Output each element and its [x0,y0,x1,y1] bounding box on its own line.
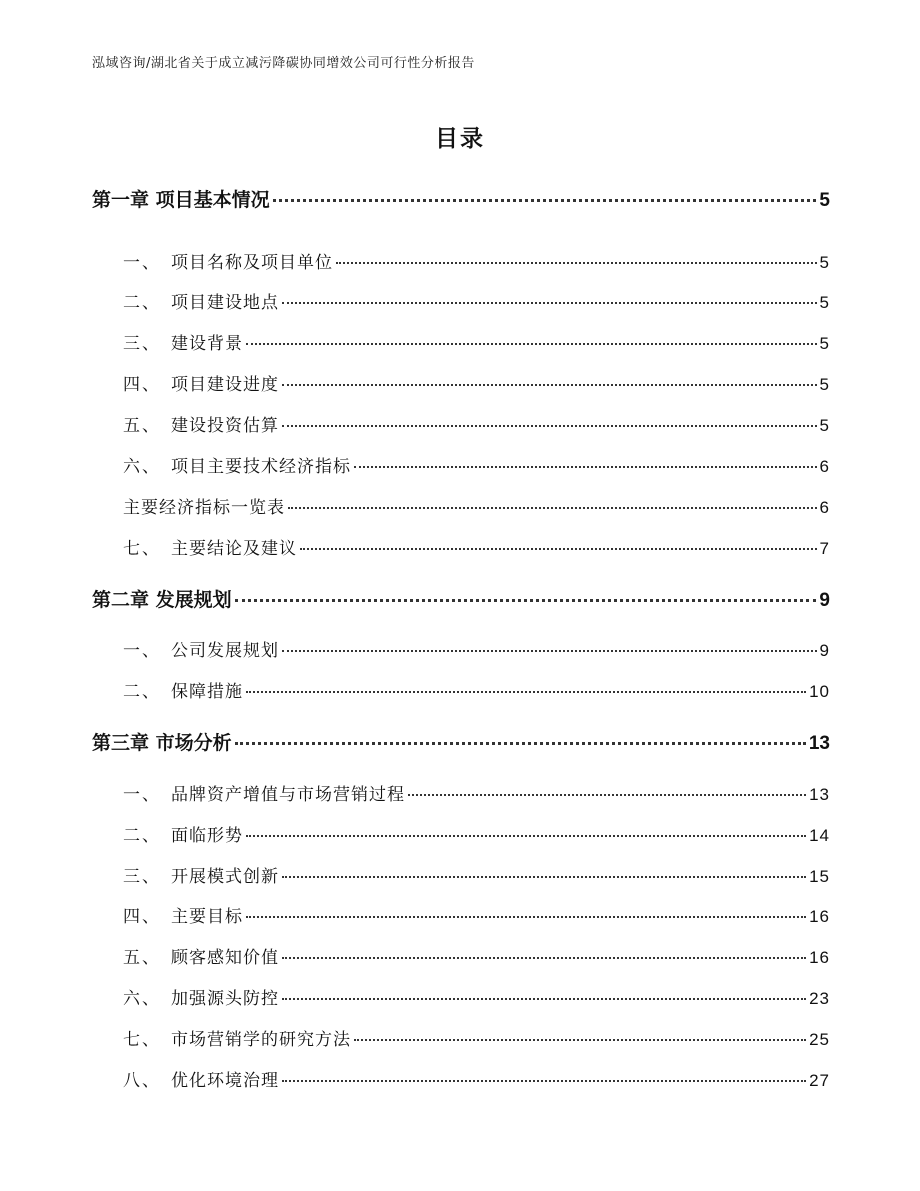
dot-leader [282,876,806,878]
toc-label: 主要经济指标一览表 [123,498,285,518]
dot-leader [246,835,806,837]
toc-page-number: 5 [819,253,830,272]
toc-number: 六、 [123,989,161,1009]
toc-page-number: 6 [819,498,830,517]
toc-page-number: 13 [808,733,830,754]
toc-label [123,943,279,968]
toc-subentry[interactable] [123,493,830,518]
toc-title: 优化环境治理 [171,1071,279,1091]
toc-section[interactable] [123,862,830,887]
toc-title: 公司发展规划 [171,641,279,661]
toc-section[interactable] [123,411,830,436]
toc-number: 七、 [123,539,161,559]
toc-section[interactable] [123,1066,830,1091]
toc-section[interactable] [123,1025,830,1050]
toc-number: 二、 [123,293,161,313]
toc-title: 项目建设进度 [171,375,279,395]
toc-page-number: 5 [819,334,830,353]
toc-label [123,411,279,436]
toc-title: 建设投资估算 [171,416,279,436]
toc-number: 三、 [123,334,161,354]
toc-page-number: 5 [819,416,830,435]
toc-number: 五、 [123,948,161,968]
toc-section[interactable] [123,780,830,805]
toc-section[interactable] [123,370,830,395]
toc-section[interactable] [123,329,830,354]
dot-leader [282,998,806,1000]
toc-label [123,534,297,559]
toc-chapter[interactable] [92,585,830,612]
toc-section[interactable] [123,984,830,1009]
toc-label [123,452,351,477]
dot-leader [246,343,817,345]
dot-leader [300,548,817,550]
toc-title: 顾客感知价值 [171,948,279,968]
toc-title: 项目主要技术经济指标 [171,457,351,477]
toc-page-number: 23 [809,989,830,1008]
dot-leader [336,262,817,264]
toc-label: 第二章 发展规划 [92,589,232,611]
toc-page-number: 16 [809,948,830,967]
toc-section[interactable] [123,677,830,702]
toc-section[interactable] [123,288,830,313]
toc-number: 八、 [123,1071,161,1091]
toc-page-number: 6 [819,457,830,476]
toc-page-number: 5 [819,375,830,394]
toc-number: 四、 [123,907,161,927]
toc-label [123,902,243,927]
toc-title: 品牌资产增值与市场营销过程 [171,785,405,805]
toc-title: 项目名称及项目单位 [171,253,333,273]
toc-title: 保障措施 [171,682,243,702]
toc-page-number: 9 [819,641,830,660]
toc-label [123,862,279,887]
toc-label: 第一章 项目基本情况 [92,189,270,211]
toc-number: 一、 [123,785,161,805]
dot-leader [288,507,817,509]
toc-title: 主要结论及建议 [171,539,297,559]
toc-title: 开展模式创新 [171,867,279,887]
toc-title: 主要目标 [171,907,243,927]
dot-leader [282,957,806,959]
dot-leader [282,302,817,304]
toc-label [123,288,279,313]
toc-page-number: 5 [819,190,830,211]
toc-page-number: 10 [809,682,830,701]
toc-page-number: 7 [819,539,830,558]
toc-section[interactable] [123,943,830,968]
toc-chapter[interactable] [92,728,830,755]
toc-page-number: 9 [819,590,830,611]
toc-page-number: 5 [819,293,830,312]
toc-number: 二、 [123,682,161,702]
toc-page-number: 14 [809,826,830,845]
toc-label [123,1066,279,1091]
toc-label [123,329,243,354]
toc-number: 五、 [123,416,161,436]
toc-number: 一、 [123,641,161,661]
toc-label [123,677,243,702]
dot-leader [235,742,806,745]
dot-leader [408,794,806,796]
toc-section[interactable] [123,636,830,661]
dot-leader [235,599,817,602]
toc-number: 四、 [123,375,161,395]
toc-number: 三、 [123,867,161,887]
toc-title: 建设背景 [171,334,243,354]
dot-leader [282,425,817,427]
toc-page-number: 15 [809,867,830,886]
toc-page-number: 16 [809,907,830,926]
dot-leader [273,199,817,202]
toc-section[interactable] [123,452,830,477]
toc-section[interactable] [123,902,830,927]
toc-chapter[interactable] [92,185,830,212]
dot-leader [354,1039,806,1041]
toc-label [123,1025,351,1050]
toc-section[interactable] [123,534,830,559]
toc-number: 七、 [123,1030,161,1050]
toc-label [123,780,405,805]
toc-label [123,636,279,661]
toc-number: 二、 [123,826,161,846]
dot-leader [246,691,806,693]
toc-title: 面临形势 [171,826,243,846]
toc-page-number: 27 [809,1071,830,1090]
toc-number: 一、 [123,253,161,273]
dot-leader [282,1080,806,1082]
running-header: 泓域咨询/湖北省关于成立减污降碳协同增效公司可行性分析报告 [92,56,475,71]
toc-label: 第三章 市场分析 [92,732,232,754]
toc-section[interactable] [123,248,830,273]
page-title: 目录 [435,126,485,152]
toc-title: 加强源头防控 [171,989,279,1009]
dot-leader [354,466,817,468]
toc-label [123,248,333,273]
toc-page-number: 13 [809,785,830,804]
toc-page-number: 25 [809,1030,830,1049]
toc-number: 六、 [123,457,161,477]
toc-title: 市场营销学的研究方法 [171,1030,351,1050]
dot-leader [282,650,817,652]
dot-leader [282,384,817,386]
dot-leader [246,916,806,918]
toc-label [123,370,279,395]
toc-label [123,984,279,1009]
toc-title: 项目建设地点 [171,293,279,313]
toc-section[interactable] [123,821,830,846]
toc-label [123,821,243,846]
